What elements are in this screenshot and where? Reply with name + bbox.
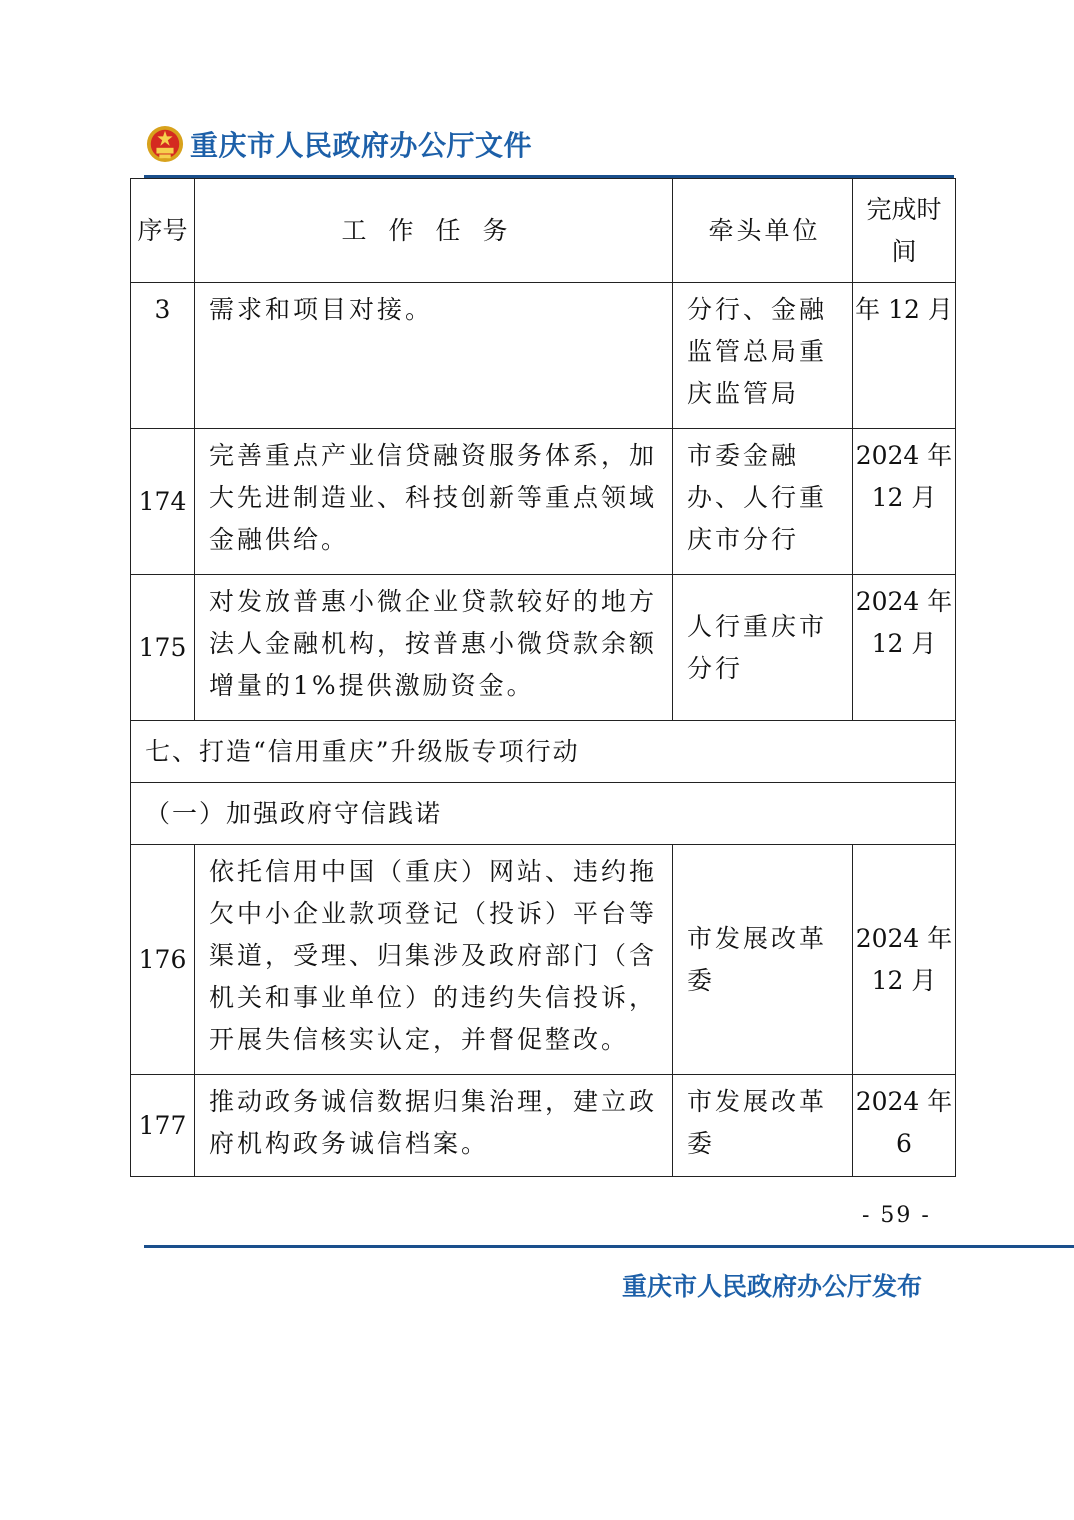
row-num: 3 bbox=[131, 283, 195, 429]
page-number: - 59 - bbox=[862, 1203, 931, 1228]
row-num: 176 bbox=[131, 845, 195, 1075]
row-dept: 分行、金融监管总局重庆监管局 bbox=[673, 283, 853, 429]
row-task: 依托信用中国（重庆）网站、违约拖欠中小企业款项登记（投诉）平台等渠道，受理、归集涉及政府部门（含机关和事业单位）的违约失信投诉，开展失信核实认定，并督促整改。 bbox=[195, 845, 673, 1075]
row-dept: 人行重庆市分行 bbox=[673, 575, 853, 721]
national-emblem-icon bbox=[146, 125, 184, 163]
subsection-heading: （一）加强政府守信践诺 bbox=[131, 783, 956, 845]
section-row bbox=[131, 721, 956, 783]
row-date: 年 12 月 bbox=[853, 283, 956, 429]
table-row bbox=[131, 845, 956, 1075]
row-task: 对发放普惠小微企业贷款较好的地方法人金融机构，按普惠小微贷款余额增量的1%提供激励资金。 bbox=[195, 575, 673, 721]
header-title: 重庆市人民政府办公厅文件 bbox=[190, 129, 533, 162]
row-date: 2024 年 12 月 bbox=[853, 429, 956, 575]
row-num: 175 bbox=[131, 575, 195, 721]
subsection-row bbox=[131, 783, 956, 845]
table-header-row bbox=[131, 179, 956, 283]
table-row bbox=[131, 429, 956, 575]
table-row bbox=[131, 283, 956, 429]
row-task: 需求和项目对接。 bbox=[195, 283, 673, 429]
header-date: 完成时间 bbox=[853, 179, 956, 283]
row-dept: 市发展改革委 bbox=[673, 1075, 853, 1177]
task-table bbox=[130, 178, 956, 1177]
footer-text: 重庆市人民政府办公厅发布 bbox=[622, 1272, 923, 1301]
row-date: 2024 年 12 月 bbox=[853, 845, 956, 1075]
row-task: 完善重点产业信贷融资服务体系，加大先进制造业、科技创新等重点领域金融供给。 bbox=[195, 429, 673, 575]
row-dept: 市发展改革委 bbox=[673, 845, 853, 1075]
section-heading: 七、打造“信用重庆”升级版专项行动 bbox=[131, 721, 956, 783]
row-num: 177 bbox=[131, 1075, 195, 1177]
row-date: 2024 年 6 bbox=[853, 1075, 956, 1177]
table-row bbox=[131, 575, 956, 721]
row-task: 推动政务诚信数据归集治理，建立政府机构政务诚信档案。 bbox=[195, 1075, 673, 1177]
footer-divider bbox=[144, 1245, 1074, 1248]
document-header bbox=[146, 122, 532, 166]
header-task: 工作任务 bbox=[195, 179, 673, 283]
row-dept: 市委金融办、人行重庆市分行 bbox=[673, 429, 853, 575]
header-dept: 牵头单位 bbox=[673, 179, 853, 283]
row-num: 174 bbox=[131, 429, 195, 575]
table-row bbox=[131, 1075, 956, 1177]
header-num: 序号 bbox=[131, 179, 195, 283]
row-date: 2024 年 12 月 bbox=[853, 575, 956, 721]
